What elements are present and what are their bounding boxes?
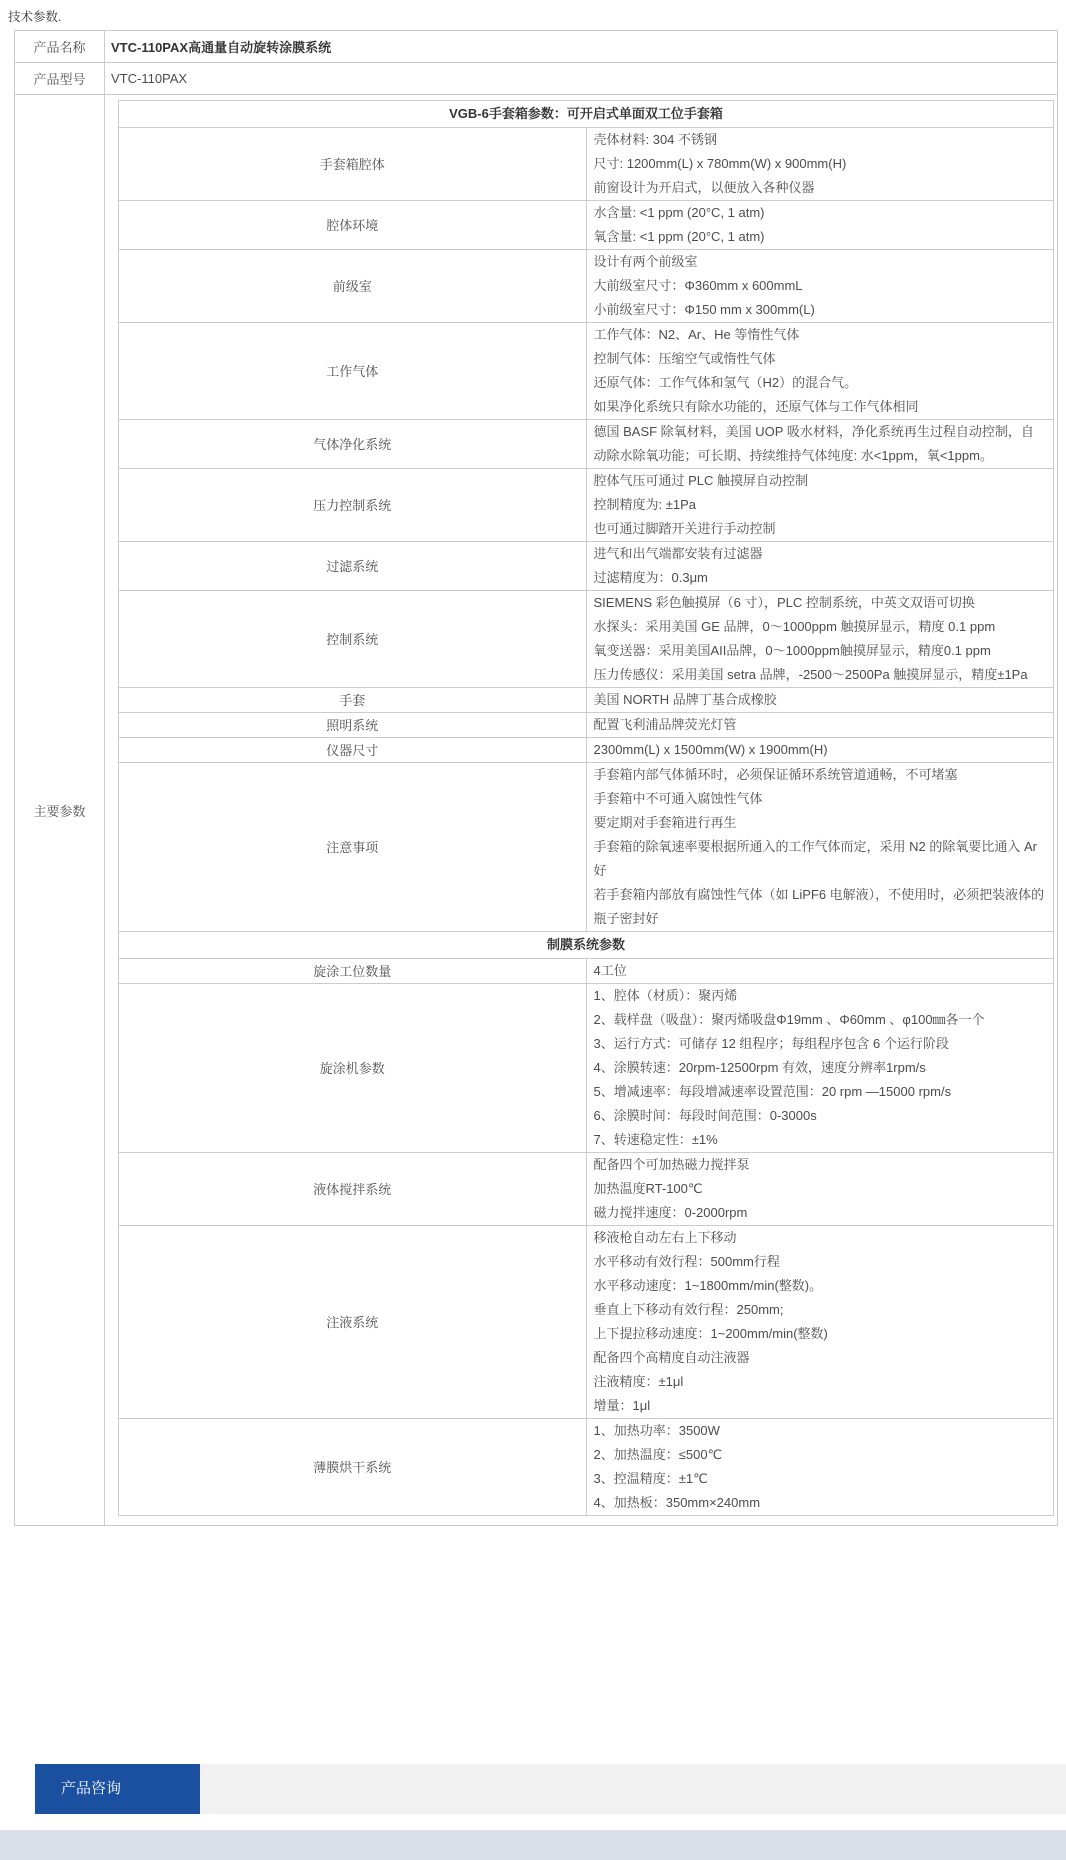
spec-value	[586, 688, 1054, 713]
spec-value-line: 7、转速稳定性：±1%	[593, 1132, 718, 1147]
consult-row	[0, 1764, 1066, 1814]
spec-value	[586, 250, 1054, 323]
spec-value-line: 水探头：采用美国 GE 品牌，0～1000ppm 触摸屏显示，精度 0.1 ppm	[593, 619, 996, 634]
spec-table	[14, 30, 1058, 1526]
product-model-row	[15, 63, 1058, 95]
spec-value-line: 要定期对手套箱进行再生	[593, 815, 737, 830]
spec-value-line: 手套箱的除氧速率要根据所通入的工作气体而定，采用 N2 的除氧要比通入 Ar 好	[593, 839, 1037, 878]
spec-value-line: 2、加热温度：≤500℃	[593, 1447, 723, 1462]
spec-value	[586, 420, 1054, 469]
consult-button[interactable]: 产品咨询	[35, 1764, 200, 1814]
spec-value-line: 4、加热板：350mm×240mm	[593, 1495, 761, 1510]
spec-name: 腔体环境	[119, 201, 587, 250]
spec-name: 液体搅拌系统	[119, 1153, 587, 1226]
spec-value-line: 美国 NORTH 品牌丁基合成橡胶	[593, 692, 777, 707]
spec-row	[119, 738, 1054, 763]
spec-row	[119, 959, 1054, 984]
spec-value-line: 3、控温精度：±1℃	[593, 1471, 708, 1486]
spec-value-line: 1、加热功率：3500W	[593, 1423, 720, 1438]
spec-value-line: 若手套箱内部放有腐蚀性气体（如 LiPF6 电解液），不使用时，必须把装液体的瓶子密封好	[593, 887, 1045, 926]
spec-name: 旋涂工位数量	[119, 959, 587, 984]
spec-value-line: 3、运行方式：可储存 12 组程序；每组程序包含 6 个运行阶段	[593, 1036, 949, 1051]
consult-spacer	[0, 1764, 35, 1814]
main-params-row	[15, 95, 1058, 1526]
spec-name: 注意事项	[119, 763, 587, 932]
spec-value	[586, 1419, 1054, 1516]
spec-value-line: 水平移动速度：1~1800mm/min(整数)。	[593, 1278, 823, 1293]
spec-value	[586, 201, 1054, 250]
spec-row	[119, 1153, 1054, 1226]
spec-value-line: 2、载样盘（吸盘）：聚丙烯吸盘Φ19mm 、Φ60mm 、φ100㎜各一个	[593, 1012, 985, 1027]
spec-name: 照明系统	[119, 713, 587, 738]
spec-value-line: 设计有两个前级室	[593, 254, 698, 269]
spec-name: 手套箱腔体	[119, 128, 587, 201]
spec-value-line: 配置飞利浦品牌荧光灯管	[593, 717, 737, 732]
spec-name: 控制系统	[119, 591, 587, 688]
spec-name: 压力控制系统	[119, 469, 587, 542]
spec-value-line: 过滤精度为：0.3μm	[593, 570, 708, 585]
spec-value-line: 小前级室尺寸：Φ150 mm x 300mm(L)	[593, 302, 815, 317]
spec-value-line: 增量：1μl	[593, 1398, 651, 1413]
spec-value	[586, 959, 1054, 984]
spec-row	[119, 1226, 1054, 1419]
spec-value-line: 大前级室尺寸：Φ360mm x 600mmL	[593, 278, 803, 293]
spec-value	[586, 984, 1054, 1153]
spec-value-line: 水含量: <1 ppm (20°C, 1 atm)	[593, 205, 765, 220]
spec-value	[586, 323, 1054, 420]
spec-row	[119, 763, 1054, 932]
spec-value-line: 手套箱内部气体循环时，必须保证循环系统管道通畅，不可堵塞	[593, 767, 958, 782]
spec-row	[119, 591, 1054, 688]
main-params-content	[105, 95, 1058, 1526]
spec-value-line: 手套箱中不可通入腐蚀性气体	[593, 791, 763, 806]
spec-row	[119, 128, 1054, 201]
spec-row	[119, 250, 1054, 323]
spec-row	[119, 420, 1054, 469]
page-title: 技术参数.	[8, 10, 62, 24]
spec-value-line: 氧含量: <1 ppm (20°C, 1 atm)	[593, 229, 765, 244]
spec-value-line: 也可通过脚踏开关进行手动控制	[593, 521, 776, 536]
spec-name: 薄膜烘干系统	[119, 1419, 587, 1516]
spec-value-line: 1、腔体（材质）：聚丙烯	[593, 988, 738, 1003]
spec-row	[119, 201, 1054, 250]
spec-name: 前级室	[119, 250, 587, 323]
spec-value	[586, 591, 1054, 688]
spec-value-line: 工作气体：N2、Ar、He 等惰性气体	[593, 327, 800, 342]
spec-value-line: 还原气体：工作气体和氢气（H2）的混合气。	[593, 375, 858, 390]
spec-value-line: 磁力搅拌速度：0-2000rpm	[593, 1205, 748, 1220]
spec-value-line: 5、增减速率：每段增减速率设置范围：20 rpm —15000 rpm/s	[593, 1084, 952, 1099]
spec-value	[586, 713, 1054, 738]
spec-value-line: 进气和出气端都安装有过滤器	[593, 546, 763, 561]
spec-value-line: 前窗设计为开启式，以便放入各种仪器	[593, 180, 815, 195]
product-model-value: VTC-110PAX	[105, 63, 1058, 95]
spec-row	[119, 469, 1054, 542]
section-header-row	[119, 932, 1054, 959]
spec-row	[119, 1419, 1054, 1516]
spec-name: 过滤系统	[119, 542, 587, 591]
spec-value-line: 上下提拉移动速度：1~200mm/min(整数)	[593, 1326, 828, 1341]
spec-value-line: 压力传感仪：采用美国 setra 品牌，-2500～2500Pa 触摸屏显示，精度±1Pa	[593, 667, 1028, 682]
spec-row	[119, 713, 1054, 738]
spec-value-line: SIEMENS 彩色触摸屏（6 寸），PLC 控制系统，中英文双语可切换	[593, 595, 975, 610]
spec-value-line: 移液枪自动左右上下移动	[593, 1230, 737, 1245]
spec-name: 仪器尺寸	[119, 738, 587, 763]
spec-value-line: 氧变送器：采用美国AII品牌，0～1000ppm触摸屏显示，精度0.1 ppm	[593, 643, 991, 658]
spec-value-line: 水平移动有效行程：500mm行程	[593, 1254, 780, 1269]
spec-value-line: 4工位	[593, 963, 627, 978]
footer-bar	[0, 1830, 1066, 1860]
spec-value	[586, 542, 1054, 591]
spec-value-line: 配备四个高精度自动注液器	[593, 1350, 750, 1365]
consult-tab-strip	[200, 1764, 1066, 1814]
spec-name: 手套	[119, 688, 587, 713]
spec-value-line: 4、涂膜转速：20rpm-12500rpm 有效，速度分辨率1rpm/s	[593, 1060, 926, 1075]
spec-row	[119, 542, 1054, 591]
section-header: VGB-6手套箱参数：可开启式单面双工位手套箱	[119, 101, 1054, 128]
product-name-row	[15, 31, 1058, 63]
spec-value-line: 垂直上下移动有效行程：250mm;	[593, 1302, 784, 1317]
product-name-value: VTC-110PAX高通量自动旋转涂膜系统	[105, 31, 1058, 63]
spec-value	[586, 738, 1054, 763]
spec-name: 气体净化系统	[119, 420, 587, 469]
spec-row	[119, 984, 1054, 1153]
spec-value-line: 配备四个可加热磁力搅拌泵	[593, 1157, 750, 1172]
spec-value	[586, 1226, 1054, 1419]
spec-value-line: 壳体材料: 304 不锈钢	[593, 132, 718, 147]
inner-spec-table	[118, 100, 1054, 1516]
spec-value	[586, 469, 1054, 542]
spec-value-line: 2300mm(L) x 1500mm(W) x 1900mm(H)	[593, 742, 828, 757]
spec-value-line: 德国 BASF 除氧材料，美国 UOP 吸水材料，净化系统再生过程自动控制，自动除水除氧功能；可长期、持续维持气体纯度: 水<1ppm，氧<1ppm。	[593, 424, 1034, 463]
spec-row	[119, 323, 1054, 420]
spec-row	[119, 688, 1054, 713]
spec-value-line: 注液精度：±1μl	[593, 1374, 684, 1389]
spec-value-line: 尺寸: 1200mm(L) x 780mm(W) x 900mm(H)	[593, 156, 847, 171]
product-model-label: 产品型号	[15, 63, 105, 95]
spec-value	[586, 763, 1054, 932]
spec-value	[586, 1153, 1054, 1226]
section-header-row	[119, 101, 1054, 128]
spec-name: 注液系统	[119, 1226, 587, 1419]
product-name-label: 产品名称	[15, 31, 105, 63]
spec-value-line: 6、涂膜时间：每段时间范围：0-3000s	[593, 1108, 817, 1123]
main-params-label: 主要参数	[15, 95, 105, 1526]
spec-value	[586, 128, 1054, 201]
spec-value-line: 腔体气压可通过 PLC 触摸屏自动控制	[593, 473, 809, 488]
section-header: 制膜系统参数	[119, 932, 1054, 959]
spec-name: 旋涂机参数	[119, 984, 587, 1153]
spec-sections	[119, 101, 1054, 1516]
spec-name: 工作气体	[119, 323, 587, 420]
spec-value-line: 如果净化系统只有除水功能的，还原气体与工作气体相同	[593, 399, 919, 414]
spec-value-line: 控制精度为: ±1Pa	[593, 497, 696, 512]
spec-value-line: 加热温度RT-100℃	[593, 1181, 703, 1196]
spec-value-line: 控制气体：压缩空气或惰性气体	[593, 351, 776, 366]
